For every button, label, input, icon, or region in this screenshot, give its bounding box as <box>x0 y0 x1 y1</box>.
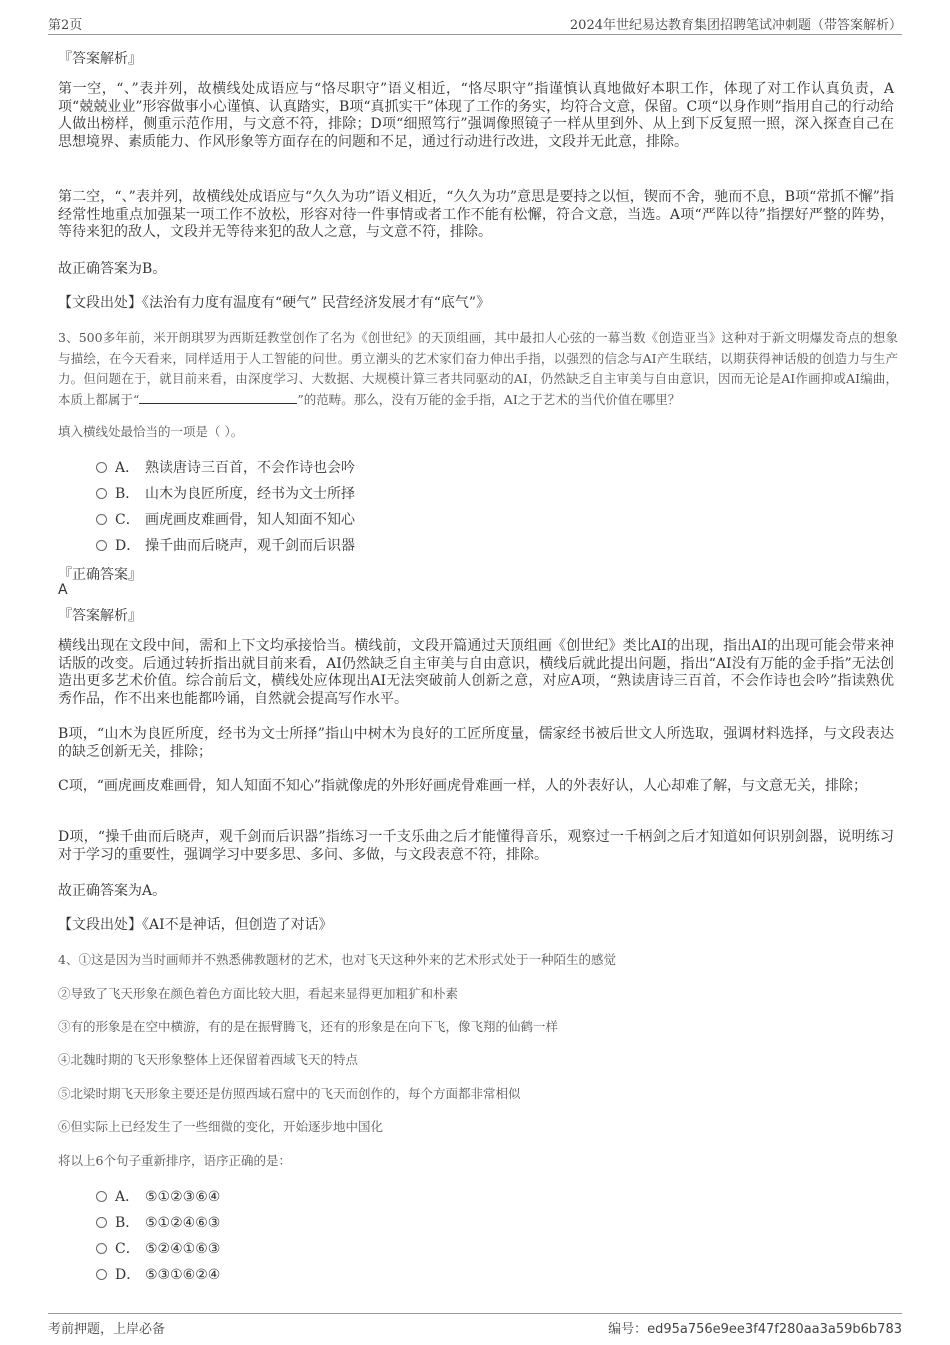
q3-correct-answer: A <box>58 582 68 598</box>
q4-sentence-2: ②导致了飞天形象在颜色着色方面比较大胆，看起来显得更加粗犷和朴素 <box>58 986 459 1001</box>
q3-correct-label: 『正确答案』 <box>58 567 142 583</box>
radio-icon[interactable] <box>96 1191 107 1202</box>
footer-slogan: 考前押题，上岸必备 <box>48 1322 166 1337</box>
q2-conclusion: 故正确答案为B。 <box>58 261 167 277</box>
q3-option-a[interactable]: A． 熟读唐诗三百首，不会作诗也会吟 <box>96 458 355 478</box>
q3-prompt: 填入横线处最恰当的一项是（ ）。 <box>58 424 244 439</box>
q4-option-a[interactable]: A． ⑤①②③⑥④ <box>96 1187 220 1207</box>
q3-stem <box>58 328 898 410</box>
radio-icon[interactable] <box>96 488 107 499</box>
q2-analysis-para1: 第一空，“、”表并列，故横线处成语应与“恪尽职守”语义相近，“恪尽职守”指谨慎认真地做好本职工作，体现了对工作认真负责，A项“兢兢业业”形容做事小心谨慎、认真踏实，B项“真抓实干”体现了工作的务实，均符合文意，保留。C项“以身作则”指用自己的行动给人做出榜样，侧重示范作用，与文意不符，排除；D项“细照笃行”强调像照镜子一样从里到外、从上到下反复照一照，深入探查自己在思想境界、素质能力、作风形象等方面存在的问题和不足，通过行动进行改进，文段并无此意，排除。 <box>58 81 894 150</box>
radio-icon[interactable] <box>96 1243 107 1254</box>
q3-source: 【文段出处】《AI不是神话，但创造了对话》 <box>58 917 333 933</box>
radio-icon[interactable] <box>96 540 107 551</box>
q4-sentence-1: 4、①这是因为当时画师并不熟悉佛教题材的艺术，也对飞天这种外来的艺术形式处于一种陌生的感觉 <box>58 952 616 967</box>
page-header <box>48 12 902 35</box>
q3-analysis-para2: B项，“山木为良匠所度，经书为文士所择”指山中树木为良好的工匠所度量，儒家经书被后世文人所选取，强调材料选择，与文段表达的缺乏创新无关，排除； <box>58 726 894 760</box>
q3-analysis-label: 『答案解析』 <box>58 608 142 624</box>
footer-code-label: 编号： <box>608 1322 648 1337</box>
radio-icon[interactable] <box>96 1217 107 1228</box>
q4-prompt: 将以上6个句子重新排序，语序正确的是： <box>58 1153 291 1168</box>
q3-blank <box>139 391 297 404</box>
radio-icon[interactable] <box>96 462 107 473</box>
footer-code-value: ed95a756e9ee3f47f280aa3a59b6b783 <box>647 1322 902 1337</box>
q3-option-c[interactable]: C． 画虎画皮难画骨，知人知面不知心 <box>96 510 355 530</box>
q2-analysis-label: 『答案解析』 <box>58 51 142 67</box>
q2-source: 【文段出处】《法治有力度有温度有“硬气” 民营经济发展才有“底气”》 <box>58 295 491 311</box>
q4-option-c[interactable]: C． ⑤②④①⑥③ <box>96 1239 220 1259</box>
q4-sentence-5: ⑤北梁时期飞天形象主要还是仿照西域石窟中的飞天而创作的，每个方面都非常相似 <box>58 1086 521 1101</box>
q3-conclusion: 故正确答案为A。 <box>58 883 167 899</box>
document-title: 2024年世纪易达教育集团招聘笔试冲刺题（带答案解析） <box>569 18 902 33</box>
page-number: 第2页 <box>48 18 83 33</box>
q3-stem-post: ”的范畴。那么，没有万能的金手指，AI之于艺术的当代价值在哪里？ <box>297 391 681 407</box>
q3-analysis-para3: C项，“画虎画皮难画骨，知人知面不知心”指就像虎的外形好画虎骨难画一样，人的外表好认，人心却难了解，与文意无关，排除； <box>58 778 868 794</box>
q3-option-d[interactable]: D． 操千曲而后晓声，观千剑而后识器 <box>96 536 355 556</box>
q4-option-d[interactable]: D． ⑤③①⑥②④ <box>96 1265 220 1285</box>
q4-sentence-4: ④北魏时期的飞天形象整体上还保留着西域飞天的特点 <box>58 1052 359 1067</box>
radio-icon[interactable] <box>96 514 107 525</box>
radio-icon[interactable] <box>96 1269 107 1280</box>
q4-sentence-6: ⑥但实际上已经发生了一些细微的变化，开始逐步地中国化 <box>58 1119 384 1134</box>
q3-analysis-para4: D项，“操千曲而后晓声，观千剑而后识器”指练习一千支乐曲之后才能懂得音乐，观察过一千柄剑之后才知道如何识别剑器，说明练习对于学习的重要性，强调学习中要多思、多问、多做，与文段表意不符，排除。 <box>58 829 894 863</box>
page-footer <box>48 1313 902 1338</box>
q4-sentence-3: ③有的形象是在空中横游，有的是在振臂腾飞，还有的形象是在向下飞，像飞翔的仙鹤一样 <box>58 1019 559 1034</box>
q3-analysis-para1: 横线出现在文段中间，需和上下文均承接恰当。横线前，文段开篇通过天顶组画《创世纪》类比AI的出现，指出AI的出现可能会带来神话版的改变。后通过转折指出就目前来看，AI仍然缺乏自主审美与自由意识，横线后就此提出问题，指出“AI没有万能的金手指”无法创造出更多艺术价值。综合前后文，横线处应体现出AI无法突破前人创新之意，对应A项，“熟读唐诗三百首，不会作诗也会吟”指读熟优秀作品，作不出来也能都吟诵，自然就会提高写作水平。 <box>58 638 894 707</box>
q4-option-b[interactable]: B． ⑤①②④⑥③ <box>96 1213 220 1233</box>
footer-code <box>608 1318 902 1337</box>
q3-option-b[interactable]: B． 山木为良匠所度，经书为文士所择 <box>96 484 355 504</box>
q2-analysis-para2: 第二空，“、”表并列，故横线处成语应与“久久为功”语义相近，“久久为功”意思是要持之以恒，锲而不舍，驰而不息，B项“常抓不懈”指经常性地重点加强某一项工作不放松，形容对待一件事情或者工作不能有松懈，符合文意，当选。A项“严阵以待”指摆好严整的阵势，等待来犯的敌人，文段并无等待来犯的敌人之意，与文意不符，排除。 <box>58 189 894 240</box>
q3-stem-pre: 3、500多年前，米开朗琪罗为西斯廷教堂创作了名为《创世纪》的天顶组画，其中最扣人心弦的一幕当数《创造亚当》这种对于新文明爆发奇点的想象与描绘，在今天看来，同样适用于人工智能的问世。勇立潮头的艺术家们奋力伸出手指，以强烈的信念与AI产生联结，以期获得神话般的创造力与生产力。但问题在于，就目前来看，由深度学习、大数据、大规模计算三者共同驱动的AI，仍然缺乏自主审美与自由意识，因而无论是AI作画抑或AI编曲，本质上都属于“ <box>58 330 898 407</box>
